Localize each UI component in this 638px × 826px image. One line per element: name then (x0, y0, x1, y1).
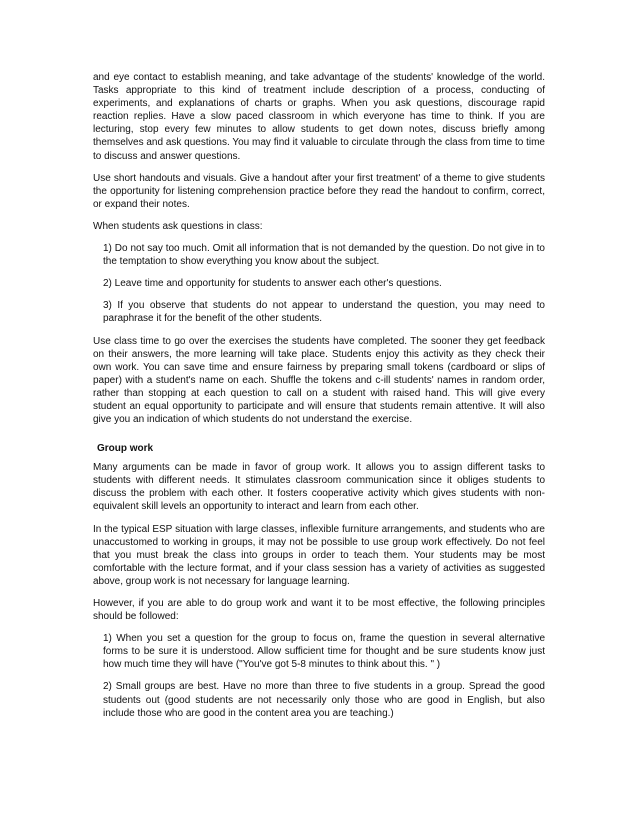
list-item-question-3: 3) If you observe that students do not appear to understand the question, you may need to paraphrase it for the benefit of the other students. (103, 300, 545, 325)
list-item-principle-2: 2) Small groups are best. Have no more than three to five students in a group. Spread the good students out (good students are not necessarily only those who are good in English, but also include those who are good in the content area you are teaching.) (103, 681, 545, 719)
paragraph-eye-contact: and eye contact to establish meaning, and take advantage of the students' knowledge of the world. Tasks appropriate to this kind of treatment include description of a process, conducting of experiments, and explanations of charts or graphs. When you ask questions, discourage rapid reaction replies. Have a slow paced classroom in which everyone has time to think. If you are lecturing, stop every few minutes to allow students to get down notes, discuss briefly among themselves and ask questions. You may find it valuable to circulate through the class from time to time to discuss and answer questions. (93, 72, 545, 162)
list-item-question-2: 2) Leave time and opportunity for students to answer each other's questions. (103, 278, 442, 290)
paragraph-handouts: Use short handouts and visuals. Give a handout after your first treatment' of a theme to give students the opportunity for listening comprehension practice before they read the handout to confirm, correct, or expand their notes. (93, 172, 545, 210)
paragraph-esp-situation: In the typical ESP situation with large classes, inflexible furniture arrangements, and students who are unaccustomed to working in groups, it may not be possible to use group work effectively. Do not feel that you must break the class into groups in order to teach them. Your students may be most comfortable with the lecture format, and if your class session has a variety of activities as suggested above, group work is not necessary for language learning. (93, 523, 545, 587)
paragraph-group-arguments: Many arguments can be made in favor of group work. It allows you to assign different tasks to students with different needs. It stimulates classroom communication since it obliges students to discuss the problem with each other. It fosters cooperative activity which gives students with non-equivalent skill levels an opportunity to interact and learn from each other. (93, 462, 545, 513)
paragraph-principles-intro: However, if you are able to do group work and want it to be most effective, the following principles should be followed: (93, 598, 545, 623)
paragraph-exercises: Use class time to go over the exercises the students have completed. The sooner they get feedback on their answers, the more learning will take place. Students enjoy this activity as they check their own work. You can save time and ensure fairness by preparing small tokens (cardboard or slips of paper) with a student's name on each. Shuffle the tokens and c-ill students' names in random order, rather than stopping at each question to call on a student with raised hand. This will give every student an equal opportunity to participate and will ensure that students remain attentive. It will also give you an indication of which students do not understand the exercise. (93, 335, 545, 426)
list-item-principle-1: 1) When you set a question for the group to focus on, frame the question in several alternative forms to be sure it is understood. Allow sufficient time for thought and be sure students know just how much time they will have ("You've got 5-8 minutes to think about this. " ) (103, 633, 545, 671)
paragraph-questions-intro: When students ask questions in class: (93, 220, 263, 232)
document-page (93, 71, 545, 729)
list-item-question-1: 1) Do not say too much. Omit all information that is not demanded by the question. Do not give in to the temptation to show everything you know about the subject. (103, 243, 545, 268)
section-heading-group-work: Group work (97, 443, 154, 455)
